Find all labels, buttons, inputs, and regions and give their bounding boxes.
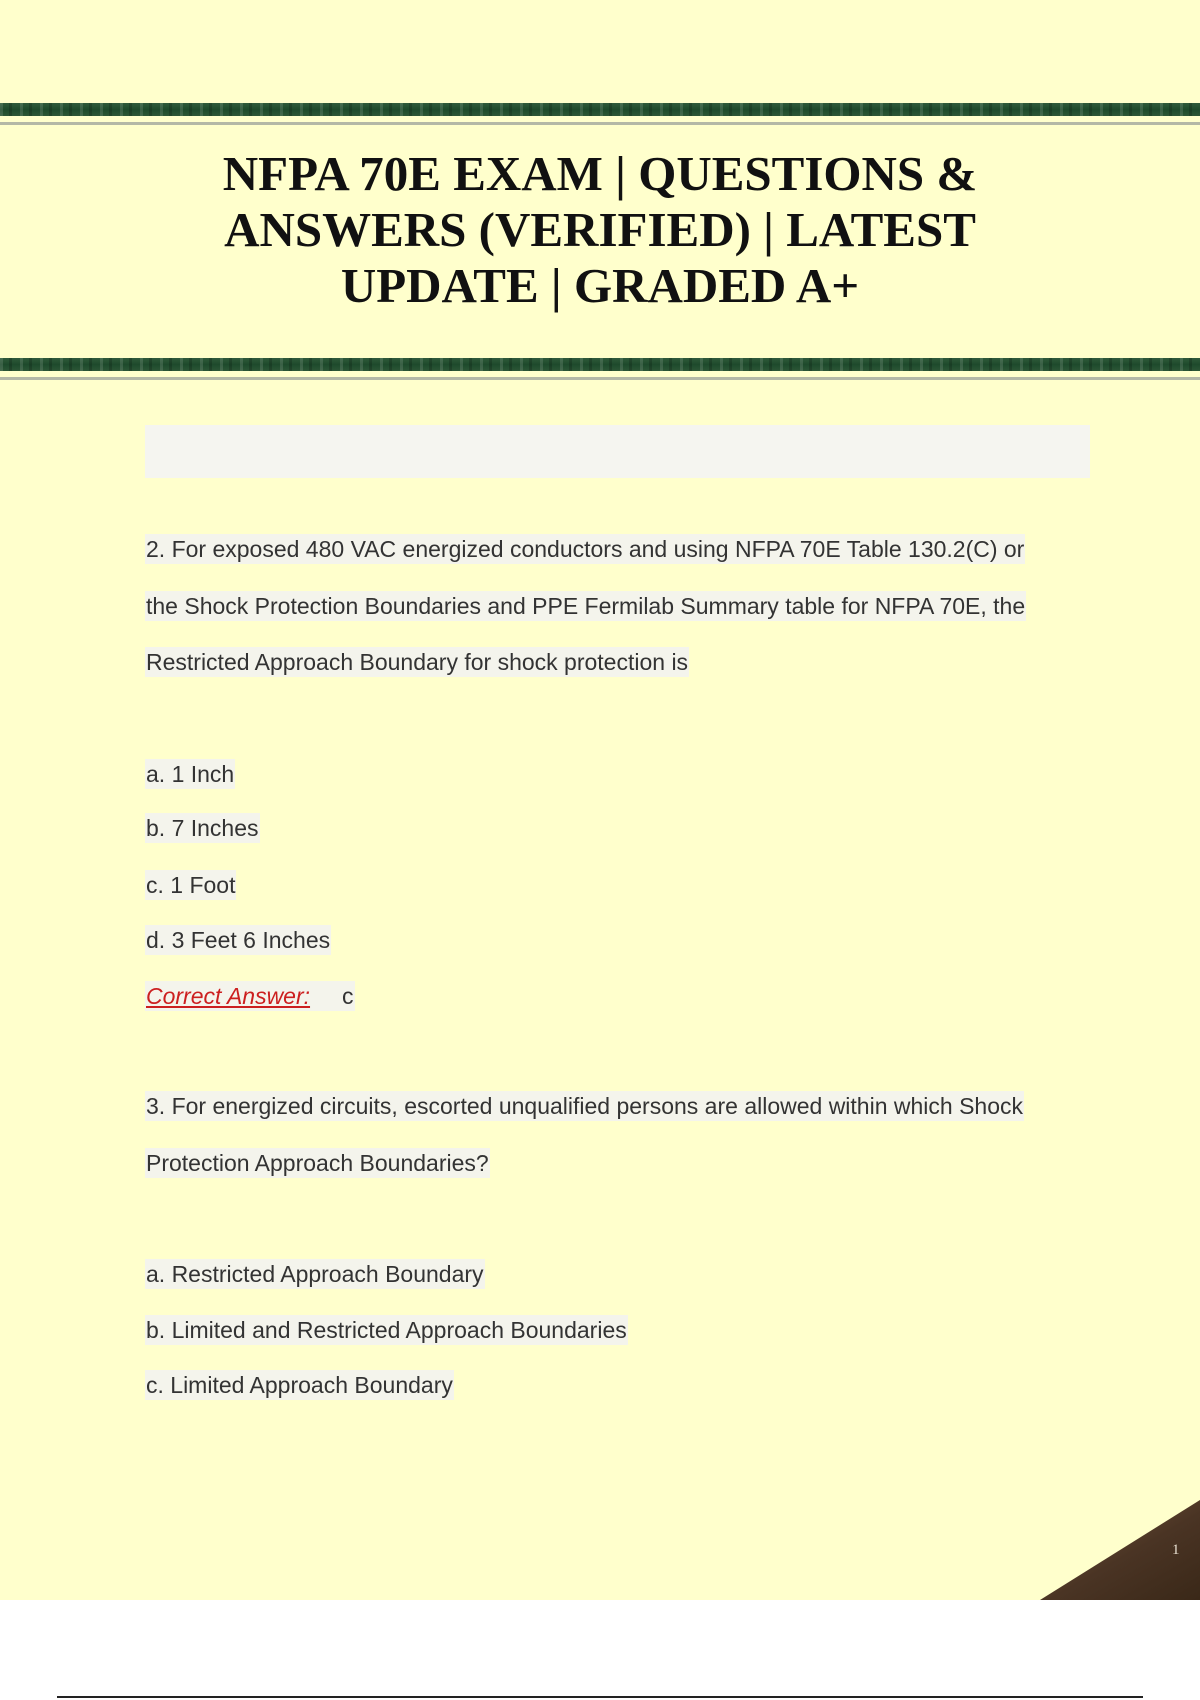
- header-rule-bottom: [0, 377, 1200, 380]
- answer-option: b. Limited and Restricted Approach Boundaries: [146, 1317, 627, 1343]
- answer-option: a. 1 Inch: [146, 761, 235, 787]
- header-decorative-band-top: [0, 103, 1200, 116]
- blank-content-box: [145, 425, 1090, 478]
- title-line-3: UPDATE | GRADED A+: [340, 258, 860, 313]
- question-text-line: 3. For energized circuits, escorted unqualified persons are allowed within which Shock: [146, 1093, 1024, 1119]
- header-rule-top: [0, 122, 1200, 125]
- title-line-2: ANSWERS (VERIFIED) | LATEST: [224, 202, 976, 257]
- page-number: 1: [1172, 1542, 1180, 1558]
- answer-option: a. Restricted Approach Boundary: [146, 1261, 484, 1287]
- question-text-line: Restricted Approach Boundary for shock protection is: [146, 649, 689, 675]
- footer-rule: [57, 1696, 1143, 1698]
- document-title: [150, 146, 1050, 314]
- correct-answer-label: Correct Answer:: [146, 983, 311, 1009]
- answer-option: c. 1 Foot: [146, 872, 236, 898]
- question-text-line: the Shock Protection Boundaries and PPE Fermilab Summary table for NFPA 70E, the: [146, 593, 1026, 619]
- header-decorative-band-bottom: [0, 358, 1200, 371]
- answer-option: c. Limited Approach Boundary: [146, 1372, 453, 1398]
- answer-option: b. 7 Inches: [146, 815, 259, 841]
- correct-answer-row: [145, 981, 355, 1011]
- question-text-line: Protection Approach Boundaries?: [146, 1150, 489, 1176]
- correct-answer-value: c: [342, 983, 354, 1009]
- question-text-line: 2. For exposed 480 VAC energized conductors and using NFPA 70E Table 130.2(C) or: [146, 536, 1025, 562]
- answer-option: d. 3 Feet 6 Inches: [146, 927, 331, 953]
- title-line-1: NFPA 70E EXAM | QUESTIONS &: [222, 146, 978, 201]
